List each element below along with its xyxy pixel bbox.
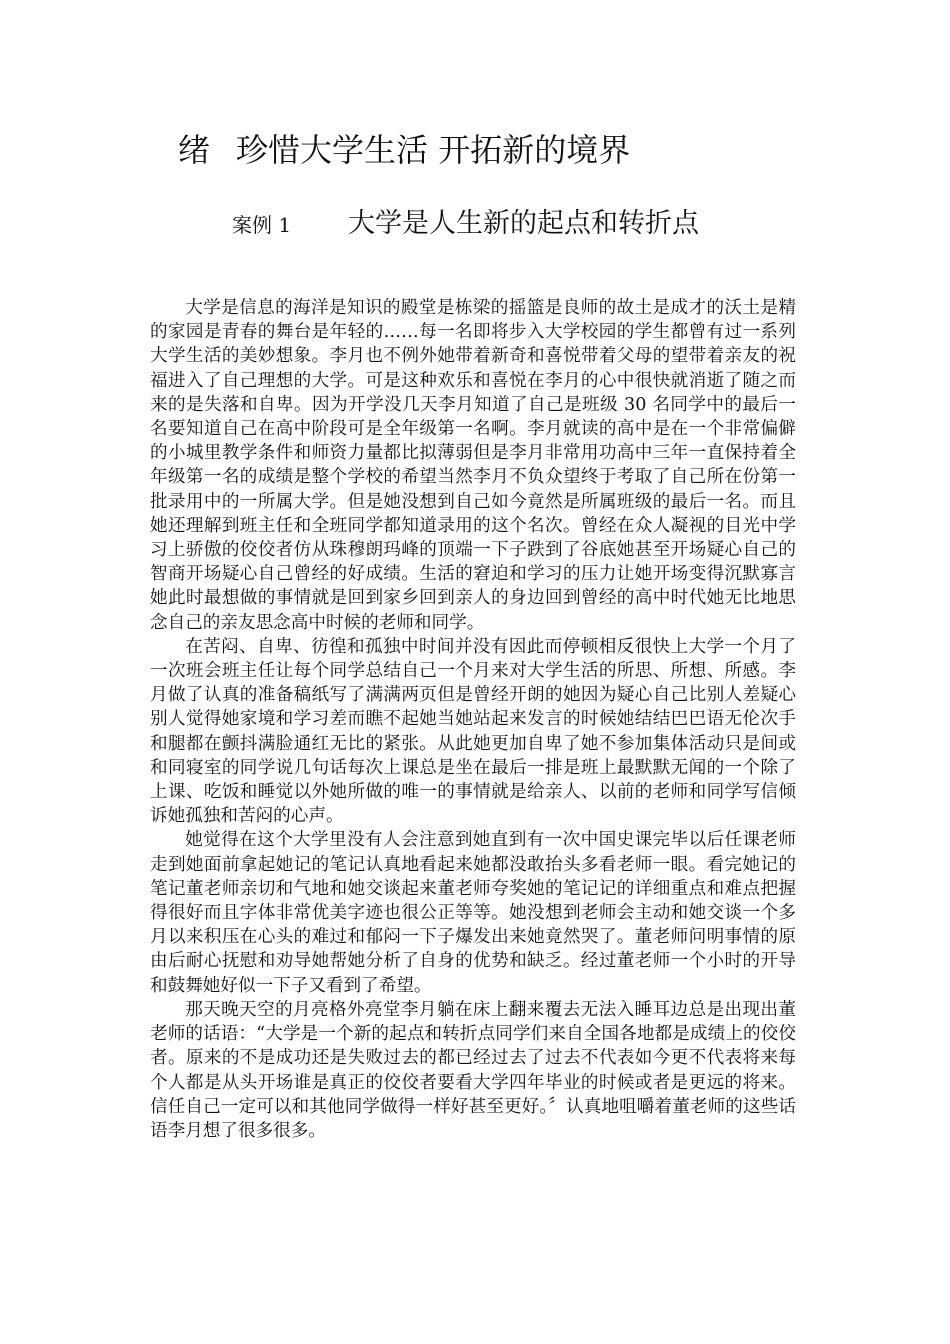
case-heading bbox=[232, 204, 699, 245]
case-label: 案例 1 bbox=[232, 213, 292, 237]
paragraph-4: 那天晚天空的月亮格外亮堂李月躺在床上翻来覆去无法入睡耳边总是出现出董老师的话语：“大学是一个新的起点和转折点同学们来自全国各地都是成绩上的佼佼者。原来的不是成功还是失败过去的都已经过去了过去不代表如今更不代表将来每个人都是从头开场谁是真正的佼佼者要看大学四年毕业的时候或者是更远的将来。信任自己一定可以和其他同学做得一样好甚至更好。〞认真地咀嚼着董老师的这些话语李月想了很多很多。 bbox=[150, 999, 796, 1141]
main-title bbox=[178, 128, 630, 172]
paragraph-2: 在苦闷、自卑、彷徨和孤独中时间并没有因此而停顿相反很快上大学一个月了一次班会班主任让每个同学总结自己一个月来对大学生活的所思、所想、所感。李月做了认真的准备稿纸写了满满两页但是曾经开朗的她因为疑心自己比别人差疑心别人觉得她家境和学习差而瞧不起她当她站起来发言的时候她结结巴巴语无伦次手和腿都在颤抖满脸通红无比的紧张。从此她更加自卑了她不参加集体活动只是间或和同寝室的同学说几句话每次上课总是坐在最后一排是班上最默默无闻的一个除了上课、吃饭和睡觉以外她所做的唯一的事情就是给亲人、以前的老师和同学写信倾诉她孤独和苦闷的心声。 bbox=[150, 636, 796, 827]
body-text bbox=[150, 296, 796, 1143]
title-prefix: 绪 bbox=[178, 131, 211, 169]
case-title: 大学是人生新的起点和转折点 bbox=[348, 208, 699, 239]
paragraph-3: 她觉得在这个大学里没有人会注意到她直到有一次中国史课完毕以后任课老师走到她面前拿起她记的笔记认真地看起来她都没敢抬头多看老师一眼。看完她记的笔记董老师亲切和气地和她交谈起来董老师夸奖她的笔记记的详细重点和难点把握得很好而且字体非常优美字迹也很公正等等。她没想到老师会主动和她交谈一个多月以来积压在心头的难过和郁闷一下子爆发出来她竟然哭了。董老师问明事情的原由后耐心抚慰和劝导她帮她分析了自身的优势和缺乏。经过董老师一个小时的开导和鼓舞她好似一下子又看到了希望。 bbox=[150, 830, 796, 996]
paragraph-1: 大学是信息的海洋是知识的殿堂是栋梁的摇篮是良师的故土是成才的沃土是精的家园是青春的舞台是年轻的……每一名即将步入大学校园的学生都曾有过一系列大学生活的美妙想象。李月也不例外她带着新奇和喜悦带着父母的望带着亲友的祝福进入了自己理想的大学。可是这种欢乐和喜悦在李月的心中很快就消逝了随之而来的是失落和自卑。因为开学没几天李月知道了自己是班级 30 名同学中的最后一名要知道自己在高中阶段可是全年级第一名啊。李月就读的高中是在一个非常偏僻的小城里教学条件和师资力量都比拟薄弱但是李月非常用功高中三年一直保持着全年级第一名的成绩是整个学校的希望当然李月不负众望终于考取了自己所在份第一批录用中的一所属大学。但是她没想到自己如今竟然是所属班级的最后一名。而且她还理解到班主任和全班同学都知道录用的这个名次。曾经在众人凝视的目光中学习上骄傲的佼佼者仿从珠穆朗玛峰的顶端一下子跌到了谷底她甚至开场疑心自己的智商开场疑心自己曾经的好成绩。生活的窘迫和学习的压力让她开场变得沉默寡言她此时最想做的事情就是回到家乡回到亲人的身边回到曾经的高中时代她无比地思念自己的亲友思念高中时候的老师和同学。 bbox=[150, 298, 796, 633]
title-main: 珍惜大学生活 开拓新的境界 bbox=[236, 131, 631, 169]
